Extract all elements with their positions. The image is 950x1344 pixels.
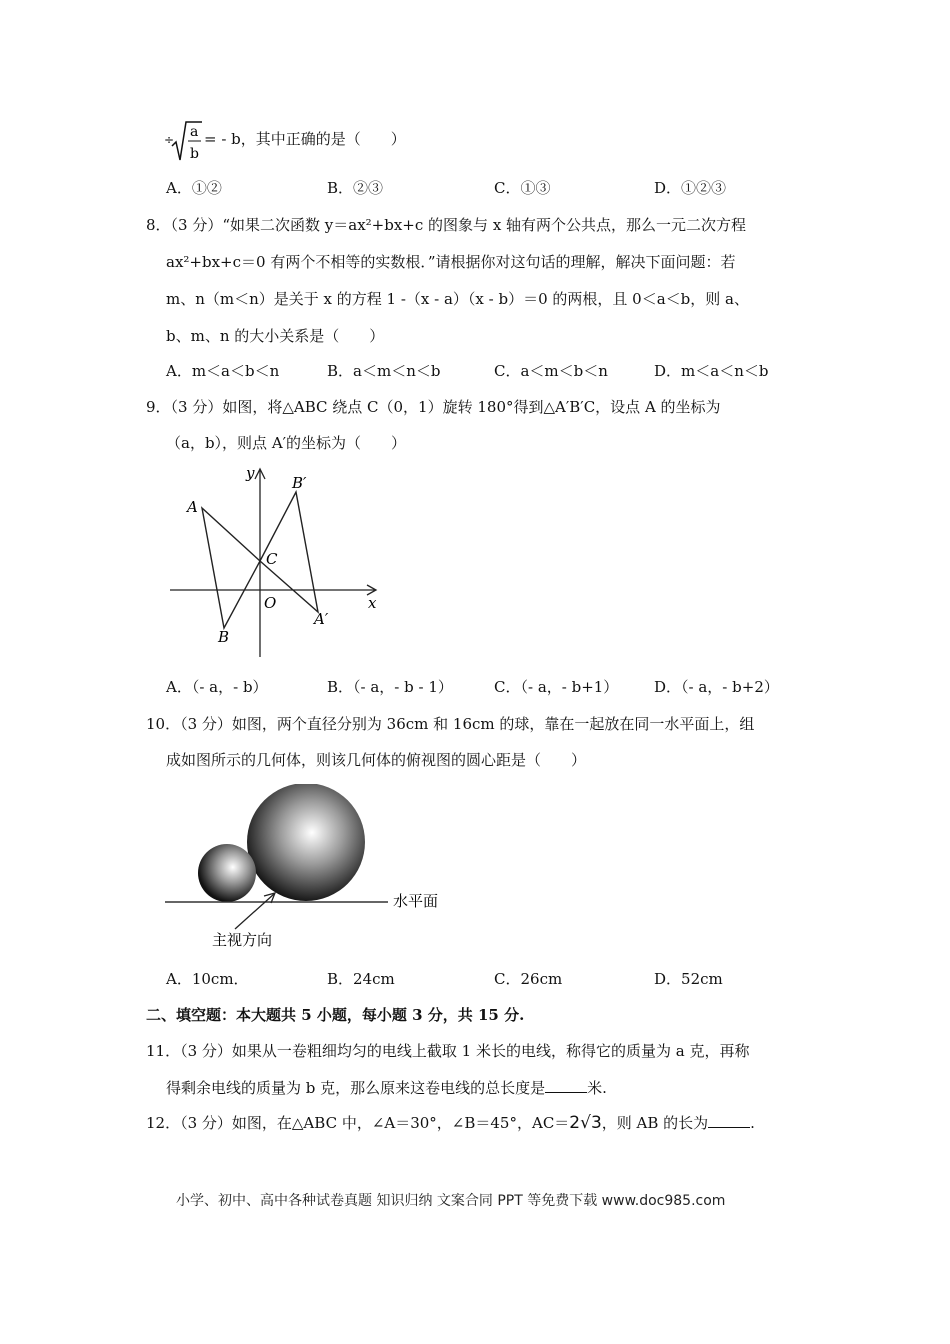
q9-option-d[interactable]: D．（- a，- b+2）	[654, 678, 779, 696]
q7-frac-num: a	[190, 124, 199, 140]
q8-line-4: b、m、n 的大小关系是（ ）	[166, 327, 385, 345]
q7-radical-fraction	[164, 120, 204, 164]
q7-tail-text: = - b，其中正确的是（ ）	[204, 130, 406, 148]
q8-line-1: 8．（3 分）“如果二次函数 y＝ax²+bx+c 的图象与 x 轴有两个公共点，那么一元二次方程	[146, 216, 747, 234]
q12-suffix: ，则 AB 的长为	[601, 1114, 709, 1132]
triangle-abc	[202, 508, 260, 628]
q11-line-2	[166, 1077, 607, 1099]
q10-line-1: 10．（3 分）如图，两个直径分别为 36cm 和 16cm 的球，靠在一起放在同一水平面上，组	[146, 715, 755, 733]
q11-answer-blank[interactable]	[545, 1078, 587, 1093]
large-sphere	[247, 784, 365, 901]
q12-end: .	[750, 1114, 755, 1132]
q7-frac-den: b	[190, 146, 199, 162]
q12-radical: 2√3	[569, 1113, 602, 1133]
q9-figure	[160, 460, 390, 660]
label-o: O	[264, 594, 277, 612]
q8-option-a[interactable]: A．m＜a＜b＜n	[166, 362, 280, 380]
q11-line-2-text: 得剩余电线的质量为 b 克，那么原来这卷电线的总长度是	[166, 1079, 546, 1097]
small-sphere	[198, 844, 256, 902]
q10-line-2: 成如图所示的几何体，则该几何体的俯视图的圆心距是（ ）	[166, 751, 587, 769]
page-footer: 小学、初中、高中各种试卷真题 知识归纳 文案合同 PPT 等免费下载 www.doc985.com	[176, 1193, 726, 1209]
q9-option-b[interactable]: B．（- a，- b - 1）	[327, 678, 453, 696]
q11-suffix: 米.	[587, 1079, 607, 1097]
label-x: x	[368, 594, 377, 612]
view-label: 主视方向	[212, 931, 273, 949]
label-a-prime: A′	[314, 610, 329, 628]
q7-option-a[interactable]: A．①②	[166, 179, 222, 197]
q7-option-c[interactable]: C．①③	[494, 179, 551, 197]
q12-text: 12．（3 分）如图，在△ABC 中，∠A＝30°，∠B＝45°，AC＝	[146, 1114, 570, 1132]
label-a: A	[187, 498, 198, 516]
q8-option-b[interactable]: B．a＜m＜n＜b	[327, 362, 441, 380]
label-b-prime: B′	[292, 474, 307, 492]
label-b: B	[218, 628, 230, 646]
q7-option-d[interactable]: D．①②③	[654, 179, 727, 197]
q9-option-a[interactable]: A．（- a，- b）	[166, 678, 268, 696]
q10-option-a[interactable]: A．10cm．	[166, 970, 249, 988]
view-arrow	[235, 894, 274, 929]
q8-option-c[interactable]: C．a＜m＜b＜n	[494, 362, 608, 380]
ground-label: 水平面	[393, 892, 439, 910]
q8-option-d[interactable]: D．m＜a＜n＜b	[654, 362, 769, 380]
q8-line-2: ax²+bx+c＝0 有两个不相等的实数根．”请根据你对这句话的理解，解决下面问题：若	[166, 253, 736, 271]
section-2-heading: 二、填空题：本大题共 5 小题，每小题 3 分，共 15 分.	[146, 1006, 525, 1024]
label-y: y	[246, 464, 255, 482]
q10-option-b[interactable]: B．24cm	[327, 970, 395, 988]
q9-line-2: （a，b），则点 A′的坐标为（ ）	[166, 434, 407, 452]
label-c: C	[266, 550, 278, 568]
q12-answer-blank[interactable]	[708, 1113, 750, 1128]
q12-line	[146, 1112, 755, 1134]
q7-option-b[interactable]: B．②③	[327, 179, 384, 197]
q9-line-1: 9．（3 分）如图，将△ABC 绕点 C（0，1）旋转 180°得到△A′B′C，设点 A 的坐标为	[146, 398, 721, 416]
q8-line-3: m、n（m＜n）是关于 x 的方程 1 -（x - a）（x - b）＝0 的两根，且 0＜a＜b，则 a、	[166, 290, 749, 308]
q10-figure	[160, 784, 460, 954]
q10-option-d[interactable]: D．52cm	[654, 970, 723, 988]
q10-option-c[interactable]: C．26cm	[494, 970, 563, 988]
q9-option-c[interactable]: C．（- a，- b+1）	[494, 678, 619, 696]
q7-prefix: ÷	[164, 133, 175, 147]
q11-line-1: 11．（3 分）如果从一卷粗细均匀的电线上截取 1 米长的电线，称得它的质量为 a 克，再称	[146, 1042, 750, 1060]
